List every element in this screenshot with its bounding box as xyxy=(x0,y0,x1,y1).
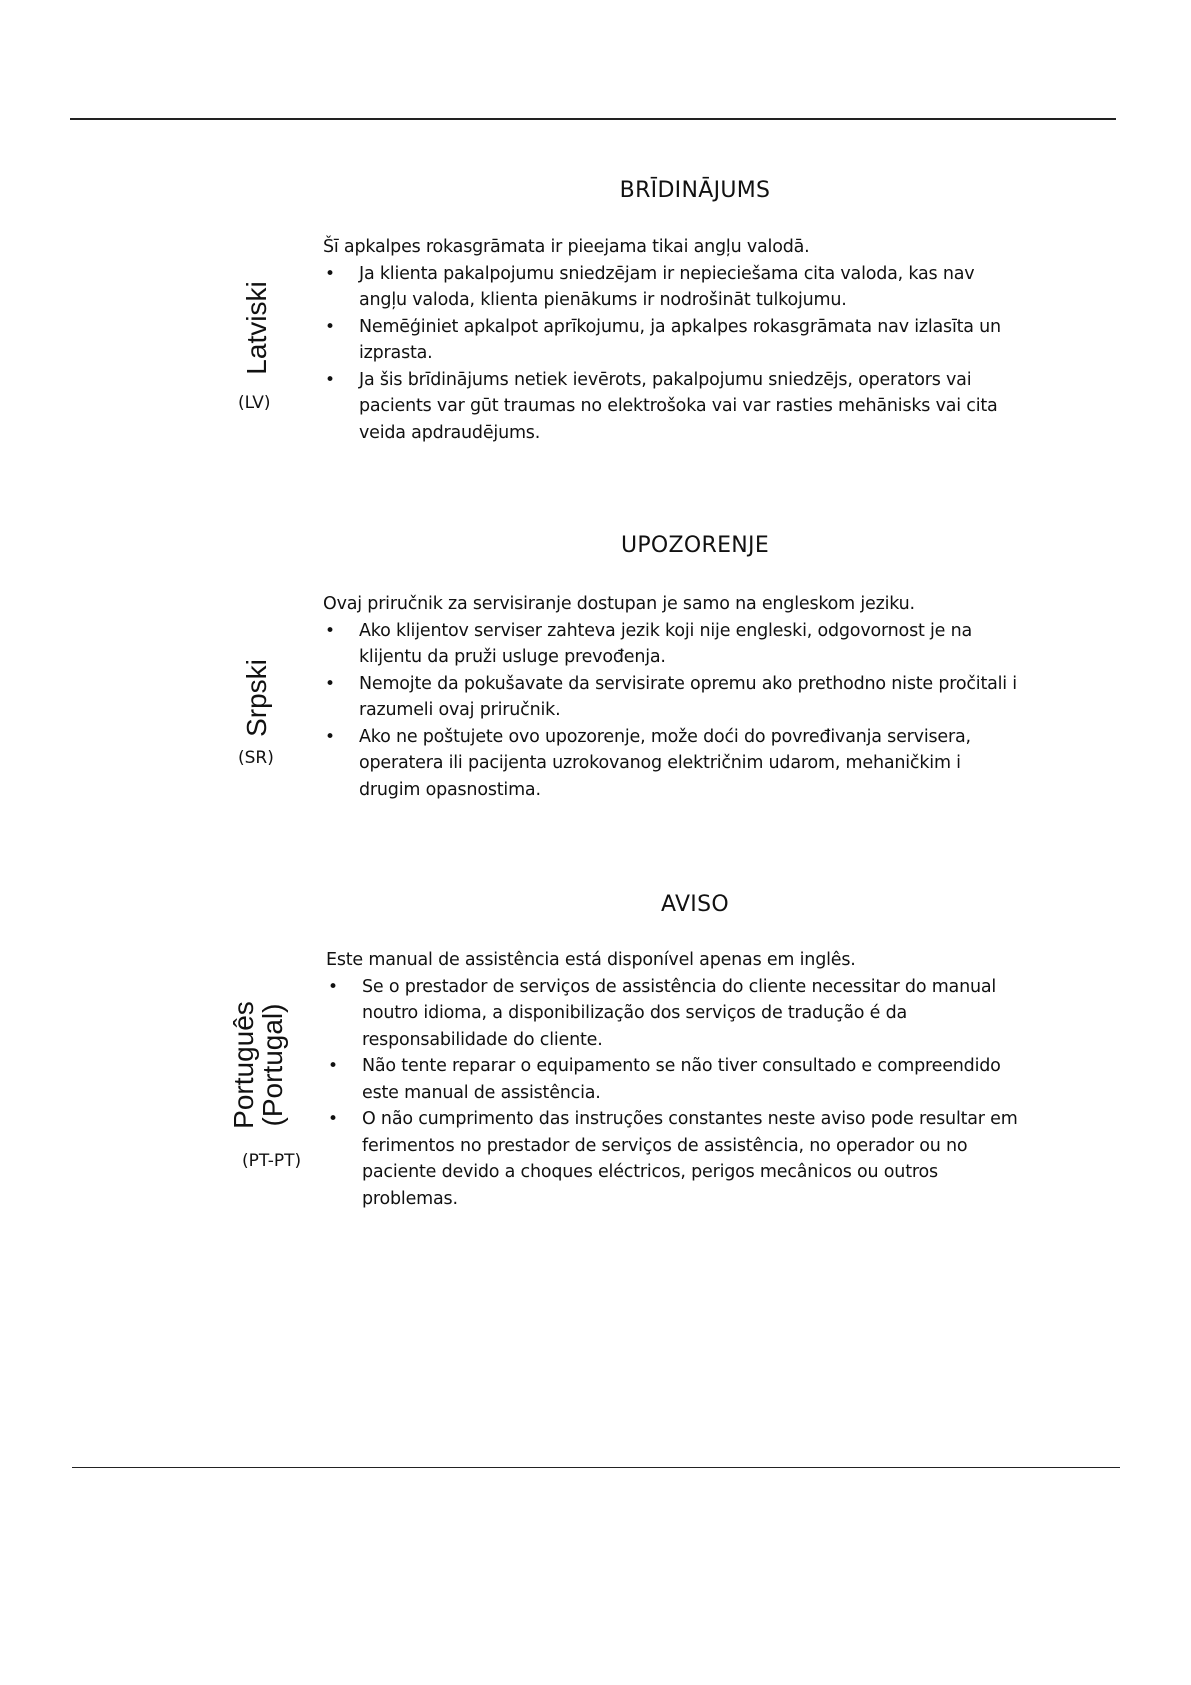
language-label-line2: (Portugal) xyxy=(257,1003,289,1127)
section-heading: AVISO xyxy=(661,892,729,917)
intro-text: Ovaj priručnik za servisiranje dostupan je samo na engleskom jeziku. xyxy=(323,594,915,614)
bullet-text: Se o prestador de serviços de assistência do cliente necessitar do manual noutro idioma, a disponibilização dos serviços de tradução é da responsabilidade do cliente. xyxy=(362,976,997,1050)
warning-body xyxy=(323,234,1023,446)
list-item xyxy=(323,314,1023,367)
bullet-icon: • xyxy=(325,263,335,284)
bullet-list xyxy=(323,261,1023,447)
bullet-text: Nemojte da pokušavate da servisirate opremu ako prethodno niste pročitali i razumeli ovaj priručnik. xyxy=(359,673,1017,720)
language-code: (SR) xyxy=(238,748,274,768)
bullet-icon: • xyxy=(325,726,335,747)
language-label: Srpski xyxy=(241,659,272,737)
language-label-line1: Português xyxy=(228,1001,259,1129)
bullet-text: Ja šis brīdinājums netiek ievērots, pakalpojumu sniedzējs, operators vai pacients var gūt traumas no elektrošoka vai var rasties mehānisks vai cita veida apdraudējums. xyxy=(359,369,998,443)
bullet-list xyxy=(326,974,1026,1213)
bullet-text: O não cumprimento das instruções constantes neste aviso pode resultar em ferimentos no prestador de serviços de assistência, no operador ou no paciente devido a choques eléctricos, perigos mecânicos ou outros problemas. xyxy=(362,1109,1018,1209)
list-item xyxy=(323,261,1023,314)
footer-rule xyxy=(72,1467,1120,1468)
section-heading: BRĪDINĀJUMS xyxy=(619,178,771,203)
intro-text: Este manual de assistência está disponível apenas em inglês. xyxy=(326,950,856,970)
warning-body xyxy=(326,947,1026,1212)
bullet-text: Nemēģiniet apkalpot aprīkojumu, ja apkalpes rokasgrāmata nav izlasīta un izprasta. xyxy=(359,316,1001,363)
intro-text: Šī apkalpes rokasgrāmata ir pieejama tikai angļu valodā. xyxy=(323,237,810,257)
list-item xyxy=(326,1053,1026,1106)
bullet-text: Ako ne poštujete ovo upozorenje, može doći do povređivanja servisera, operatera ili pacijenta uzrokovanog električnim udarom, mehaničkim i drugim opasnostima. xyxy=(359,726,971,800)
bullet-text: Não tente reparar o equipamento se não tiver consultado e compreendido este manual de assistência. xyxy=(362,1056,1001,1103)
header-rule xyxy=(70,118,1116,120)
language-code: (LV) xyxy=(238,393,271,413)
bullet-icon: • xyxy=(325,673,335,694)
list-item xyxy=(323,618,1023,671)
warning-body xyxy=(323,591,1023,803)
list-item xyxy=(326,1106,1026,1212)
bullet-icon: • xyxy=(325,316,335,337)
bullet-icon: • xyxy=(328,1056,338,1076)
list-item xyxy=(326,974,1026,1054)
language-label xyxy=(229,990,293,1140)
language-label: Latviski xyxy=(241,281,272,375)
bullet-list xyxy=(323,618,1023,804)
list-item xyxy=(323,367,1023,447)
bullet-text: Ako klijentov serviser zahteva jezik koji nije engleski, odgovornost je na klijentu da pruži usluge prevođenja. xyxy=(359,620,973,667)
language-code: (PT-PT) xyxy=(242,1151,302,1171)
bullet-icon: • xyxy=(328,976,338,997)
list-item xyxy=(323,724,1023,804)
section-heading: UPOZORENJE xyxy=(620,533,770,558)
bullet-icon: • xyxy=(328,1109,338,1129)
list-item xyxy=(323,671,1023,724)
bullet-icon: • xyxy=(325,369,335,390)
bullet-text: Ja klienta pakalpojumu sniedzējam ir nepieciešama cita valoda, kas nav angļu valoda, klienta pienākums ir nodrošināt tulkojumu. xyxy=(359,263,975,310)
bullet-icon: • xyxy=(325,620,335,641)
